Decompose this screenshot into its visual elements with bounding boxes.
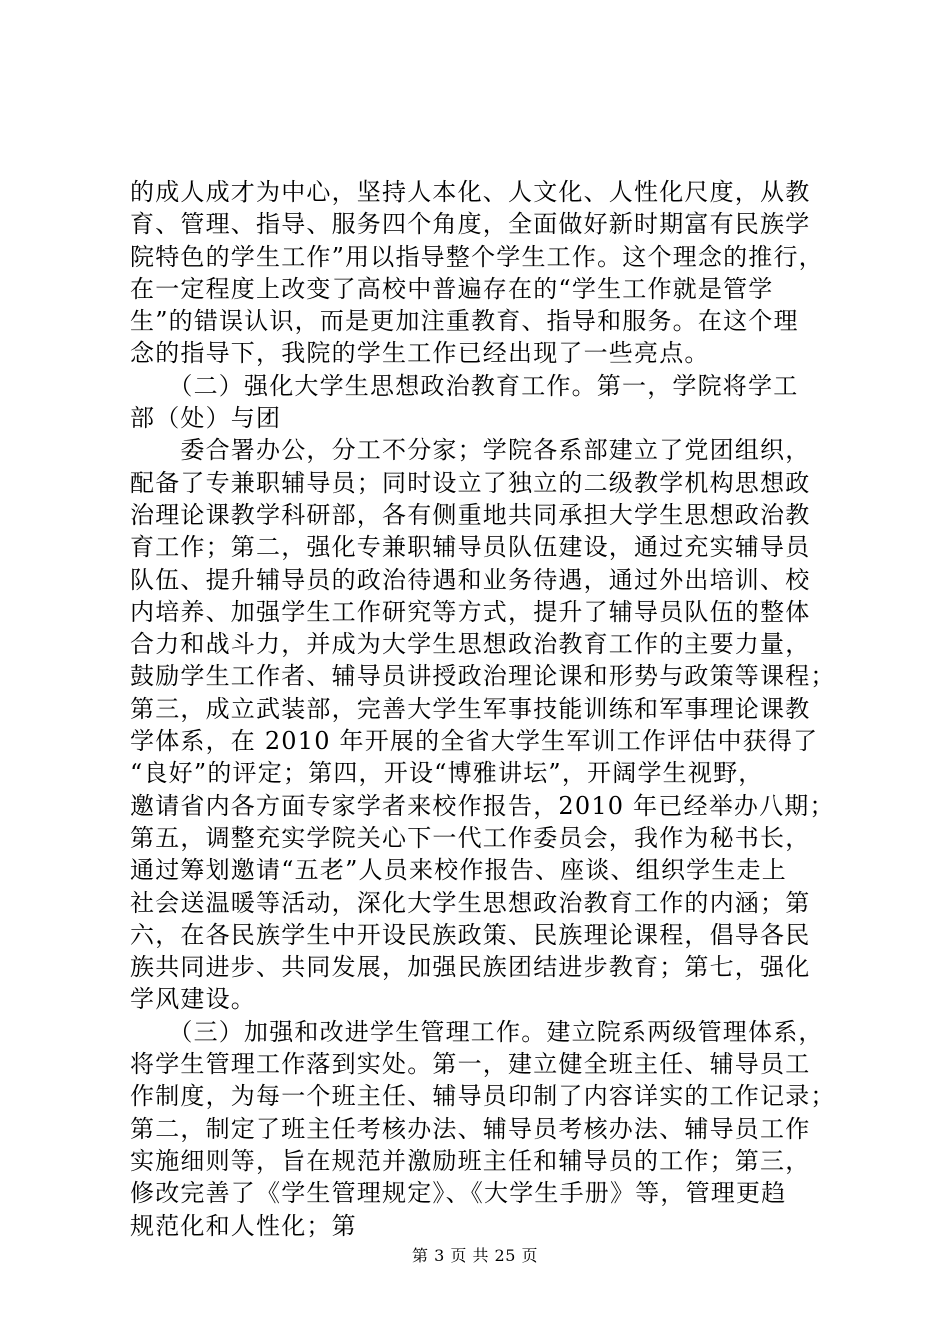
text-line: 六，在各民族学生中开设民族政策、民族理论课程，倡导各民: [130, 920, 811, 949]
text-line: 部（处）与团: [130, 404, 282, 433]
text-line: 合力和战斗力，并成为大学生思想政治教育工作的主要力量，: [130, 630, 811, 659]
text-line: 治理论课教学科研部，各有侧重地共同承担大学生思想政治教: [130, 500, 811, 529]
text-line: “良好”的评定；第四，开设“博雅讲坛”，开阔学生视野，: [130, 759, 764, 788]
text-line: （三）加强和改进学生管理工作。建立院系两级管理体系，: [130, 1017, 824, 1046]
text-line: 院特色的学生工作”用以指导整个学生工作。这个理念的推行，: [130, 242, 824, 271]
text-line: 第三，成立武装部，完善大学生军事技能训练和军事理论课教: [130, 694, 811, 723]
text-line: 将学生管理工作落到实处。第一，建立健全班主任、辅导员工: [130, 1050, 811, 1079]
text-line: 育工作；第二，强化专兼职辅导员队伍建设，通过充实辅导员: [130, 533, 811, 562]
text-line: 队伍、提升辅导员的政治待遇和业务待遇，通过外出培训、校: [130, 565, 811, 594]
text-line: 第二，制定了班主任考核办法、辅导员考核办法、辅导员工作: [130, 1114, 811, 1143]
text-line: 实施细则等，旨在规范并激励班主任和辅导员的工作；第三，: [130, 1146, 811, 1175]
text-line: 的成人成才为中心，坚持人本化、人文化、人性化尺度，从教: [130, 178, 811, 206]
text-line: 生”的错误认识，而是更加注重教育、指导和服务。在这个理: [130, 307, 799, 336]
text-line: 内培养、加强学生工作研究等方式，提升了辅导员队伍的整体: [130, 597, 811, 626]
text-line: 通过筹划邀请“五老”人员来校作报告、座谈、组织学生走上: [130, 856, 787, 885]
text-line: 社会送温暖等活动，深化大学生思想政治教育工作的内涵；第: [130, 888, 811, 917]
text-line: 作制度，为每一个班主任、辅导员印制了内容详实的工作记录；: [130, 1082, 836, 1111]
text-line: 鼓励学生工作者、辅导员讲授政治理论课和形势与政策等课程；: [130, 662, 836, 691]
text-line: 念的指导下，我院的学生工作已经出现了一些亮点。: [130, 339, 710, 368]
page-footer: [0, 1246, 950, 1266]
text-line: 配备了专兼职辅导员；同时设立了独立的二级教学机构思想政: [130, 468, 811, 497]
text-line: 族共同进步、共同发展，加强民族团结进步教育；第七，强化: [130, 953, 811, 982]
text-line: 委合署办公，分工不分家；学院各系部建立了党团组织，: [130, 436, 811, 465]
text-line: 规范化和人性化；第: [130, 1211, 357, 1240]
body-text: [130, 176, 842, 1242]
page-number: 第 3 页 共 25 页: [412, 1246, 538, 1265]
text-line: 第五，调整充实学院关心下一代工作委员会，我作为秘书长，: [130, 823, 811, 852]
text-line: （二）强化大学生思想政治教育工作。第一，学院将学工: [130, 371, 799, 400]
text-line: 育、管理、指导、服务四个角度，全面做好新时期富有民族学: [130, 210, 811, 239]
text-line: 学体系，在 2010 年开展的全省大学生军训工作评估中获得了: [130, 727, 819, 756]
text-line: 学风建设。: [130, 985, 256, 1014]
text-line: 邀请省内各方面专家学者来校作报告，2010 年已经举办八期；: [130, 791, 835, 820]
text-line: 修改完善了《学生管理规定》、《大学生手册》等，管理更趋: [130, 1179, 787, 1208]
text-line: 在一定程度上改变了高校中普遍存在的“学生工作就是管学: [130, 274, 774, 303]
